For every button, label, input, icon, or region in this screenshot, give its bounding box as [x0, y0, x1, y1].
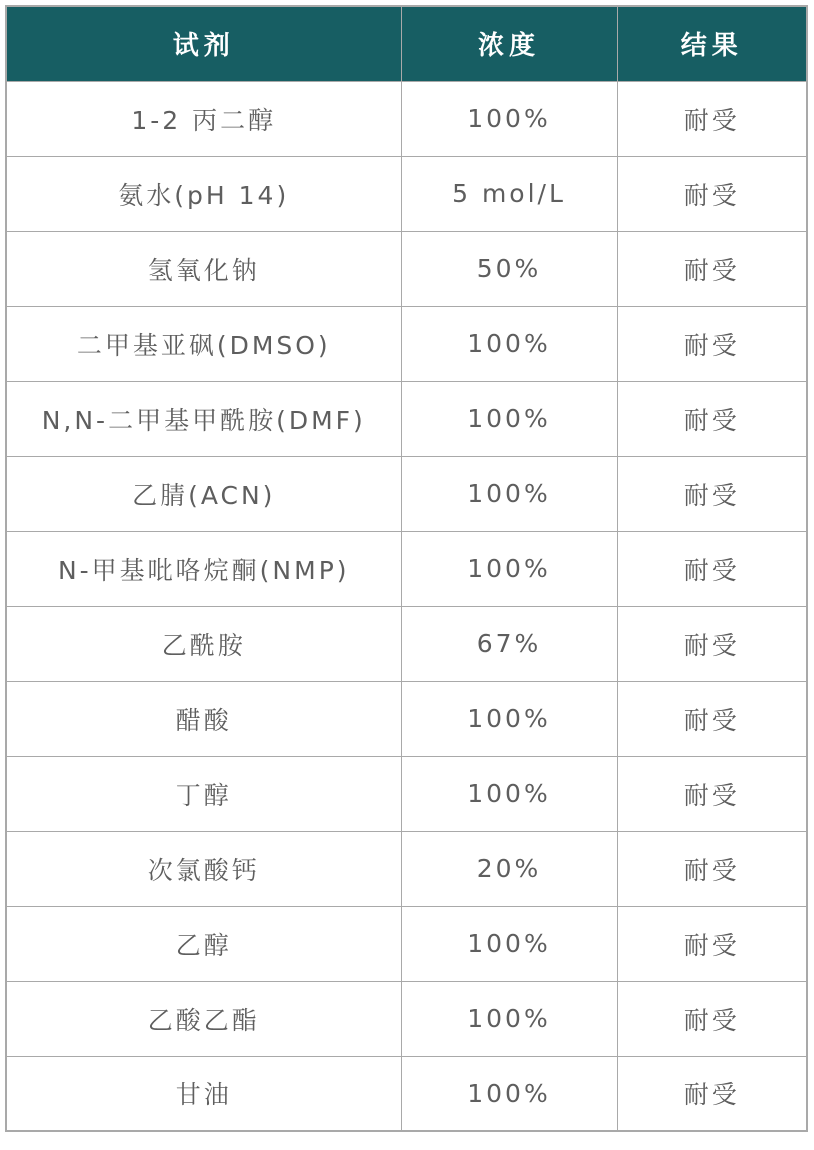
result-cell: 耐受: [617, 456, 807, 531]
concentration-cell: 100%: [401, 681, 617, 756]
concentration-cell: 5 mol/L: [401, 156, 617, 231]
table-body: [6, 81, 807, 1131]
table-row: [6, 1056, 807, 1131]
table-row: [6, 981, 807, 1056]
reagent-cell: 乙酸乙酯: [6, 981, 401, 1056]
reagent-cell: 次氯酸钙: [6, 831, 401, 906]
concentration-cell: 100%: [401, 456, 617, 531]
result-cell: 耐受: [617, 231, 807, 306]
result-cell: 耐受: [617, 681, 807, 756]
reagent-cell: 乙腈(ACN): [6, 456, 401, 531]
concentration-cell: 100%: [401, 906, 617, 981]
header-reagent: 试剂: [6, 6, 401, 81]
concentration-cell: 100%: [401, 381, 617, 456]
table-header: [6, 6, 807, 81]
concentration-cell: 100%: [401, 981, 617, 1056]
header-result: 结果: [617, 6, 807, 81]
result-cell: 耐受: [617, 756, 807, 831]
table-row: [6, 606, 807, 681]
chemical-resistance-table: [5, 5, 808, 1132]
result-cell: 耐受: [617, 381, 807, 456]
reagent-cell: 二甲基亚砜(DMSO): [6, 306, 401, 381]
reagent-cell: 丁醇: [6, 756, 401, 831]
reagent-cell: 1-2 丙二醇: [6, 81, 401, 156]
concentration-cell: 100%: [401, 531, 617, 606]
reagent-cell: 氢氧化钠: [6, 231, 401, 306]
result-cell: 耐受: [617, 606, 807, 681]
reagent-cell: 甘油: [6, 1056, 401, 1131]
table-row: [6, 906, 807, 981]
reagent-cell: 醋酸: [6, 681, 401, 756]
table-row: [6, 831, 807, 906]
reagent-cell: 乙酰胺: [6, 606, 401, 681]
result-cell: 耐受: [617, 156, 807, 231]
result-cell: 耐受: [617, 831, 807, 906]
table-row: [6, 306, 807, 381]
result-cell: 耐受: [617, 306, 807, 381]
table-row: [6, 156, 807, 231]
result-cell: 耐受: [617, 981, 807, 1056]
table-row: [6, 231, 807, 306]
table-row: [6, 756, 807, 831]
concentration-cell: 100%: [401, 306, 617, 381]
concentration-cell: 100%: [401, 1056, 617, 1131]
header-row: [6, 6, 807, 81]
table-row: [6, 531, 807, 606]
reagent-cell: 乙醇: [6, 906, 401, 981]
reagent-cell: N,N-二甲基甲酰胺(DMF): [6, 381, 401, 456]
reagent-cell: 氨水(pH 14): [6, 156, 401, 231]
concentration-cell: 100%: [401, 81, 617, 156]
result-cell: 耐受: [617, 531, 807, 606]
table-row: [6, 81, 807, 156]
table-row: [6, 456, 807, 531]
reagent-cell: N-甲基吡咯烷酮(NMP): [6, 531, 401, 606]
concentration-cell: 100%: [401, 756, 617, 831]
table-row: [6, 381, 807, 456]
result-cell: 耐受: [617, 906, 807, 981]
result-cell: 耐受: [617, 81, 807, 156]
table-row: [6, 681, 807, 756]
header-concentration: 浓度: [401, 6, 617, 81]
concentration-cell: 20%: [401, 831, 617, 906]
concentration-cell: 67%: [401, 606, 617, 681]
concentration-cell: 50%: [401, 231, 617, 306]
result-cell: 耐受: [617, 1056, 807, 1131]
